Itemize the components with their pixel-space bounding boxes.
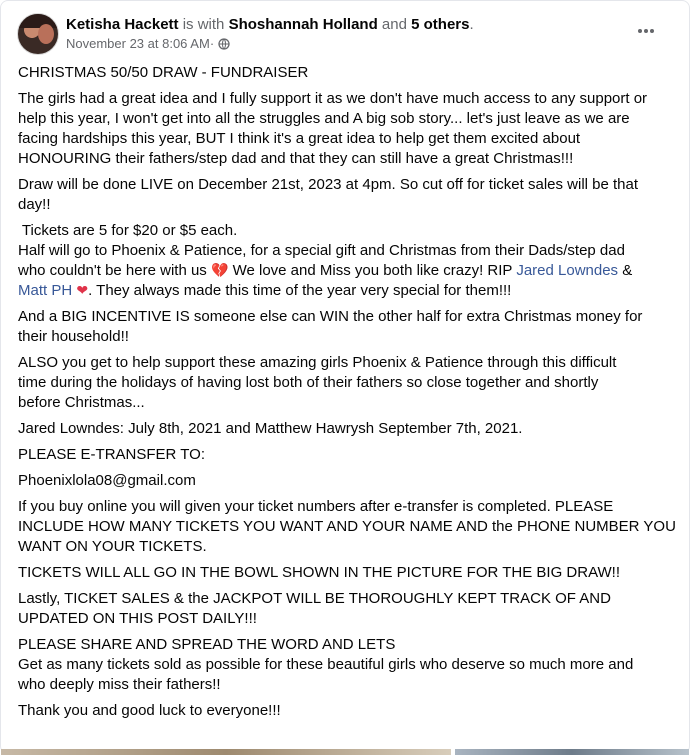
paragraph-draw-date bbox=[18, 175, 678, 215]
text-line: facing hardships this year, BUT I think it's a great idea to help get them excited about bbox=[18, 130, 581, 147]
broken-heart-icon: 💔 bbox=[210, 263, 229, 279]
tagged-person[interactable]: Shoshannah Holland bbox=[228, 16, 378, 33]
text-line: time during the holidays of having lost both of their fathers so close together and shortly bbox=[18, 374, 599, 391]
author-name[interactable]: Ketisha Hackett bbox=[66, 16, 179, 33]
text-line: Tickets are 5 for $20 or $5 each. bbox=[18, 222, 238, 239]
paragraph-dates bbox=[18, 419, 678, 439]
text-segment: who couldn't be here with us bbox=[18, 262, 211, 279]
mention-jared-lowndes[interactable]: Jared Lowndes bbox=[516, 262, 619, 279]
text-line: Get as many tickets sold as possible for these beautiful girls who deserve so much more and bbox=[18, 656, 634, 673]
text-line: HONOURING their fathers/step dad and that they can still have a great Christmas!!! bbox=[18, 150, 574, 167]
post-header bbox=[15, 13, 675, 55]
text-line: The girls had a great idea and I fully support it as we don't have much access to any support or bbox=[18, 90, 648, 107]
text-line: UPDATED ON THIS POST DAILY!!! bbox=[18, 610, 257, 627]
paragraph-bowl bbox=[18, 563, 678, 583]
text-line: day!! bbox=[18, 196, 51, 213]
tagged-others[interactable]: 5 others bbox=[411, 16, 470, 33]
and-text: and bbox=[377, 16, 412, 33]
meta-separator: · bbox=[209, 36, 215, 51]
text-line: Thank you and good luck to everyone!!! bbox=[18, 702, 281, 719]
globe-icon[interactable] bbox=[218, 38, 230, 50]
text-line: INCLUDE HOW MANY TICKETS YOU WANT AND YOUR NAME AND the PHONE NUMBER YOU bbox=[18, 518, 676, 535]
post-timestamp[interactable]: November 23 at 8:06 AM bbox=[66, 36, 210, 51]
paragraph-thanks bbox=[18, 701, 678, 721]
text-line bbox=[18, 261, 678, 281]
post-photos[interactable] bbox=[1, 749, 689, 755]
paragraph-intro bbox=[18, 89, 678, 169]
avatar-face bbox=[38, 24, 54, 44]
text-line: And a BIG INCENTIVE IS someone else can WIN the other half for extra Christmas money for bbox=[18, 308, 643, 325]
post-meta bbox=[66, 36, 230, 52]
period: . bbox=[469, 16, 474, 33]
text-line: WANT ON YOUR TICKETS. bbox=[18, 538, 207, 555]
paragraph-incentive bbox=[18, 307, 678, 347]
text-line: PLEASE E-TRANSFER TO: bbox=[18, 446, 205, 463]
paragraph-tracking bbox=[18, 589, 678, 629]
author-line bbox=[66, 15, 474, 35]
text-line: Half will go to Phoenix & Patience, for a special gift and Christmas from their Dads/step dad bbox=[18, 242, 625, 259]
post-title bbox=[18, 63, 678, 83]
text-line bbox=[18, 281, 678, 301]
more-dot bbox=[644, 29, 648, 33]
text-line: ALSO you get to help support these amazing girls Phoenix & Patience through this difficult bbox=[18, 354, 617, 371]
title-text: CHRISTMAS 50/50 DRAW - FUNDRAISER bbox=[18, 64, 309, 81]
post-photo[interactable] bbox=[455, 749, 689, 755]
paragraph-support bbox=[18, 353, 678, 413]
text-line: Draw will be done LIVE on December 21st, 2023 at 4pm. So cut off for ticket sales will be that bbox=[18, 176, 639, 193]
more-options-button[interactable] bbox=[631, 19, 661, 43]
text-segment: . They always made this time of the year very special for them!!! bbox=[88, 282, 512, 299]
text-line: before Christmas... bbox=[18, 394, 145, 411]
text-line: TICKETS WILL ALL GO IN THE BOWL SHOWN IN THE PICTURE FOR THE BIG DRAW!! bbox=[18, 564, 621, 581]
red-heart-icon: ❤ bbox=[76, 283, 89, 299]
paragraph-online bbox=[18, 497, 678, 557]
post-body bbox=[18, 63, 678, 727]
text-line: Lastly, TICKET SALES & the JACKPOT WILL BE THOROUGHLY KEPT TRACK OF AND bbox=[18, 590, 611, 607]
avatar[interactable] bbox=[17, 13, 59, 55]
text-segment: We love and Miss you both like crazy! RIP bbox=[228, 262, 517, 279]
post-photo[interactable] bbox=[1, 749, 451, 755]
text-line: help this year, I won't get into all the struggles and A big sob story... let's just leave as we are bbox=[18, 110, 630, 127]
text-line: If you buy online you will given your ticket numbers after e-transfer is completed. PLEASE bbox=[18, 498, 614, 515]
mention-matt-ph[interactable]: Matt PH bbox=[18, 282, 73, 299]
text-line: who deeply miss their fathers!! bbox=[18, 676, 221, 693]
paragraph-share bbox=[18, 635, 678, 695]
paragraph-tickets bbox=[18, 221, 678, 301]
text-line: Jared Lowndes: July 8th, 2021 and Matthew Hawrysh September 7th, 2021. bbox=[18, 420, 523, 437]
text-line: PLEASE SHARE AND SPREAD THE WORD AND LETS bbox=[18, 636, 396, 653]
more-dot bbox=[650, 29, 654, 33]
more-horizontal-icon bbox=[638, 29, 642, 33]
text-line: their household!! bbox=[18, 328, 129, 345]
paragraph-etransfer bbox=[18, 445, 678, 465]
avatar-hair bbox=[18, 14, 58, 28]
email-text: Phoenixlola08@gmail.com bbox=[18, 472, 196, 489]
with-text: is with bbox=[178, 16, 229, 33]
text-segment: & bbox=[618, 262, 633, 279]
paragraph-email bbox=[18, 471, 678, 491]
